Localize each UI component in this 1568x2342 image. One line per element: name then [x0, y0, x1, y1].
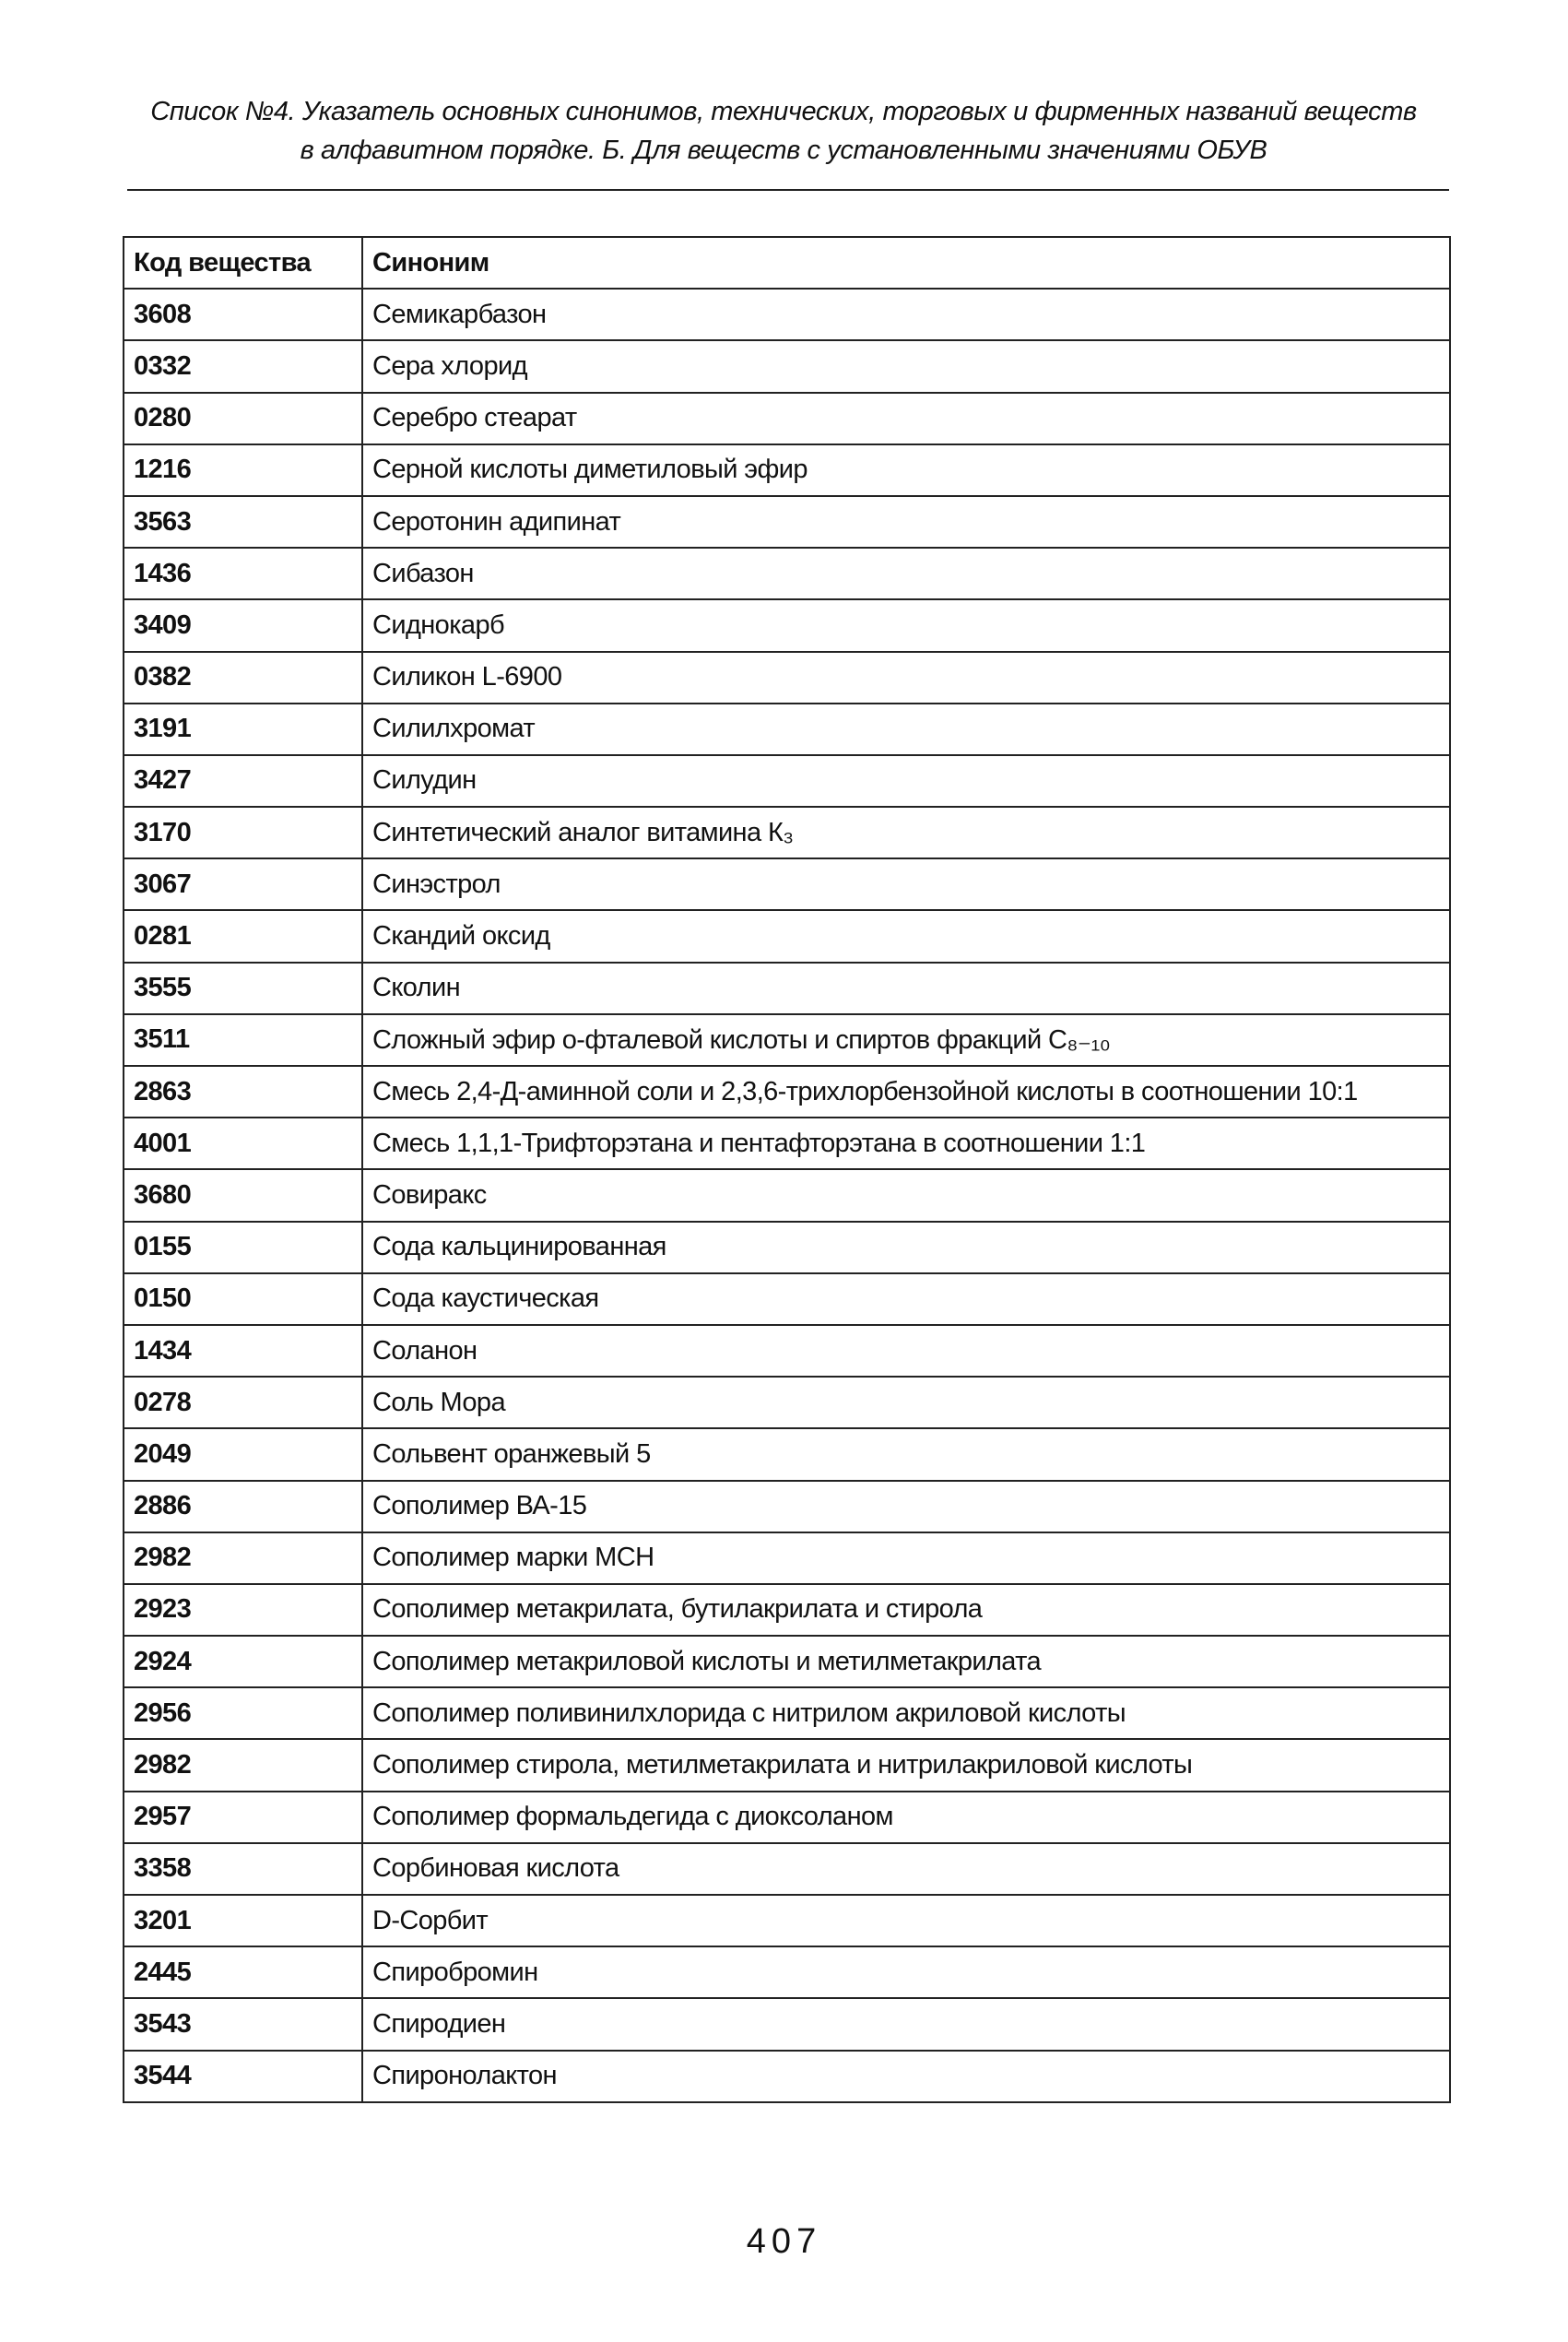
substance-code-cell: 0150: [124, 1273, 362, 1325]
table-row: [124, 1169, 1450, 1221]
substance-code-cell: 2863: [124, 1066, 362, 1118]
substance-code-cell: 3511: [124, 1014, 362, 1066]
table-row: [124, 1118, 1450, 1169]
substance-code-cell: 3409: [124, 599, 362, 651]
synonym-cell: Синэстрол: [362, 858, 1450, 910]
table-row: [124, 1687, 1450, 1739]
substance-code-cell: 3191: [124, 704, 362, 755]
table-row: [124, 652, 1450, 704]
substance-code-cell: 3544: [124, 2051, 362, 2102]
substance-code-cell: 3358: [124, 1843, 362, 1895]
table-row: [124, 1946, 1450, 1998]
substance-code-cell: 4001: [124, 1118, 362, 1169]
synonym-cell: Серной кислоты диметиловый эфир: [362, 444, 1450, 496]
synonym-cell: Сополимер метакриловой кислоты и метилметакрилата: [362, 1636, 1450, 1687]
table-row: [124, 1428, 1450, 1480]
substance-code-cell: 0281: [124, 910, 362, 962]
synonym-cell: Соль Мора: [362, 1377, 1450, 1428]
table-row: [124, 858, 1450, 910]
synonym-cell: Спиробромин: [362, 1946, 1450, 1998]
synonym-cell: Сополимер ВА-15: [362, 1481, 1450, 1532]
table-row: [124, 1273, 1450, 1325]
substance-code-cell: 0332: [124, 340, 362, 392]
table-row: [124, 1222, 1450, 1273]
table-body: [124, 289, 1450, 2102]
synonym-cell: Сколин: [362, 963, 1450, 1014]
substance-code-cell: 3608: [124, 289, 362, 340]
synonym-cell: Сорбиновая кислота: [362, 1843, 1450, 1895]
substance-code-cell: 2445: [124, 1946, 362, 1998]
substance-code-cell: 2049: [124, 1428, 362, 1480]
synonym-cell: Силилхромат: [362, 704, 1450, 755]
substance-code-cell: 2924: [124, 1636, 362, 1687]
synonym-cell: Совиракс: [362, 1169, 1450, 1221]
table-row: [124, 755, 1450, 807]
column-header-synonym: Синоним: [362, 237, 1450, 289]
synonym-cell: Смесь 2,4-Д-аминной соли и 2,3,6-трихлорбензойной кислоты в соотношении 10:1: [362, 1066, 1450, 1118]
synonym-cell: Сера хлорид: [362, 340, 1450, 392]
table-row: [124, 2051, 1450, 2102]
table-row: [124, 1481, 1450, 1532]
synonym-cell: D-Сорбит: [362, 1895, 1450, 1946]
header-line-2: в алфавитном порядке. Б. Для веществ с установленными значениями ОБУВ: [300, 136, 1267, 165]
table-row: [124, 1843, 1450, 1895]
table-row: [124, 704, 1450, 755]
synonym-cell: Спиродиен: [362, 1998, 1450, 2050]
substance-code-cell: 3563: [124, 496, 362, 548]
synonym-cell: Сибазон: [362, 548, 1450, 599]
table-row: [124, 393, 1450, 444]
substance-code-cell: 3680: [124, 1169, 362, 1221]
synonym-cell: Сложный эфир о-фталевой кислоты и спиртов фракций С₈₋₁₀: [362, 1014, 1450, 1066]
table-row: [124, 1066, 1450, 1118]
substance-code-cell: 2982: [124, 1739, 362, 1791]
substance-code-cell: 2956: [124, 1687, 362, 1739]
substance-code-cell: 0278: [124, 1377, 362, 1428]
substance-code-cell: 2957: [124, 1792, 362, 1843]
table-row: [124, 1532, 1450, 1584]
substance-code-cell: 3555: [124, 963, 362, 1014]
synonym-cell: Соланон: [362, 1325, 1450, 1377]
page-number: 407: [746, 2222, 822, 2261]
synonym-cell: Сополимер поливинилхлорида с нитрилом акриловой кислоты: [362, 1687, 1450, 1739]
substance-code-cell: 0280: [124, 393, 362, 444]
table-row: [124, 1739, 1450, 1791]
table-row: [124, 1792, 1450, 1843]
synonym-cell: Сиднокарб: [362, 599, 1450, 651]
header-divider: [127, 189, 1449, 191]
substance-code-cell: 0382: [124, 652, 362, 704]
table-row: [124, 1636, 1450, 1687]
synonym-cell: Семикарбазон: [362, 289, 1450, 340]
substance-code-cell: 2923: [124, 1584, 362, 1636]
synonym-cell: Сополимер марки МСН: [362, 1532, 1450, 1584]
substance-code-cell: 2982: [124, 1532, 362, 1584]
substance-code-cell: 1436: [124, 548, 362, 599]
table-row: [124, 496, 1450, 548]
synonym-cell: Сода кальцинированная: [362, 1222, 1450, 1273]
synonym-cell: Сольвент оранжевый 5: [362, 1428, 1450, 1480]
header-line-1: Список №4. Указатель основных синонимов, технических, торговых и фирменных названий веществ: [150, 97, 1417, 126]
table-row: [124, 910, 1450, 962]
table-row: [124, 1377, 1450, 1428]
column-header-code: Код вещества: [124, 237, 362, 289]
substance-code-cell: 3201: [124, 1895, 362, 1946]
substance-code-cell: 1216: [124, 444, 362, 496]
synonym-cell: Сополимер формальдегида с диоксоланом: [362, 1792, 1450, 1843]
table-row: [124, 599, 1450, 651]
substance-code-cell: 1434: [124, 1325, 362, 1377]
table-row: [124, 807, 1450, 858]
page-header: [120, 92, 1447, 170]
table-row: [124, 444, 1450, 496]
table-row: [124, 548, 1450, 599]
table-row: [124, 1014, 1450, 1066]
synonym-cell: Сода каустическая: [362, 1273, 1450, 1325]
substance-code-cell: 0155: [124, 1222, 362, 1273]
synonym-cell: Серотонин адипинат: [362, 496, 1450, 548]
substance-code-cell: 3067: [124, 858, 362, 910]
synonym-cell: Сополимер метакрилата, бутилакрилата и стирола: [362, 1584, 1450, 1636]
table-row: [124, 340, 1450, 392]
synonym-cell: Спиронолактон: [362, 2051, 1450, 2102]
table-row: [124, 1584, 1450, 1636]
synonyms-table: [123, 236, 1451, 2103]
synonym-cell: Серебро стеарат: [362, 393, 1450, 444]
substance-code-cell: 3543: [124, 1998, 362, 2050]
table-header-row: [124, 237, 1450, 289]
synonym-cell: Сополимер стирола, метилметакрилата и нитрилакриловой кислоты: [362, 1739, 1450, 1791]
table-row: [124, 1895, 1450, 1946]
synonym-cell: Синтетический аналог витамина К₃: [362, 807, 1450, 858]
synonym-cell: Силикон L-6900: [362, 652, 1450, 704]
table-row: [124, 289, 1450, 340]
substance-code-cell: 2886: [124, 1481, 362, 1532]
table-row: [124, 963, 1450, 1014]
synonym-cell: Смесь 1,1,1-Трифторэтана и пентафторэтана в соотношении 1:1: [362, 1118, 1450, 1169]
synonym-cell: Скандий оксид: [362, 910, 1450, 962]
synonym-cell: Силудин: [362, 755, 1450, 807]
table-row: [124, 1325, 1450, 1377]
substance-code-cell: 3427: [124, 755, 362, 807]
substance-code-cell: 3170: [124, 807, 362, 858]
table-row: [124, 1998, 1450, 2050]
